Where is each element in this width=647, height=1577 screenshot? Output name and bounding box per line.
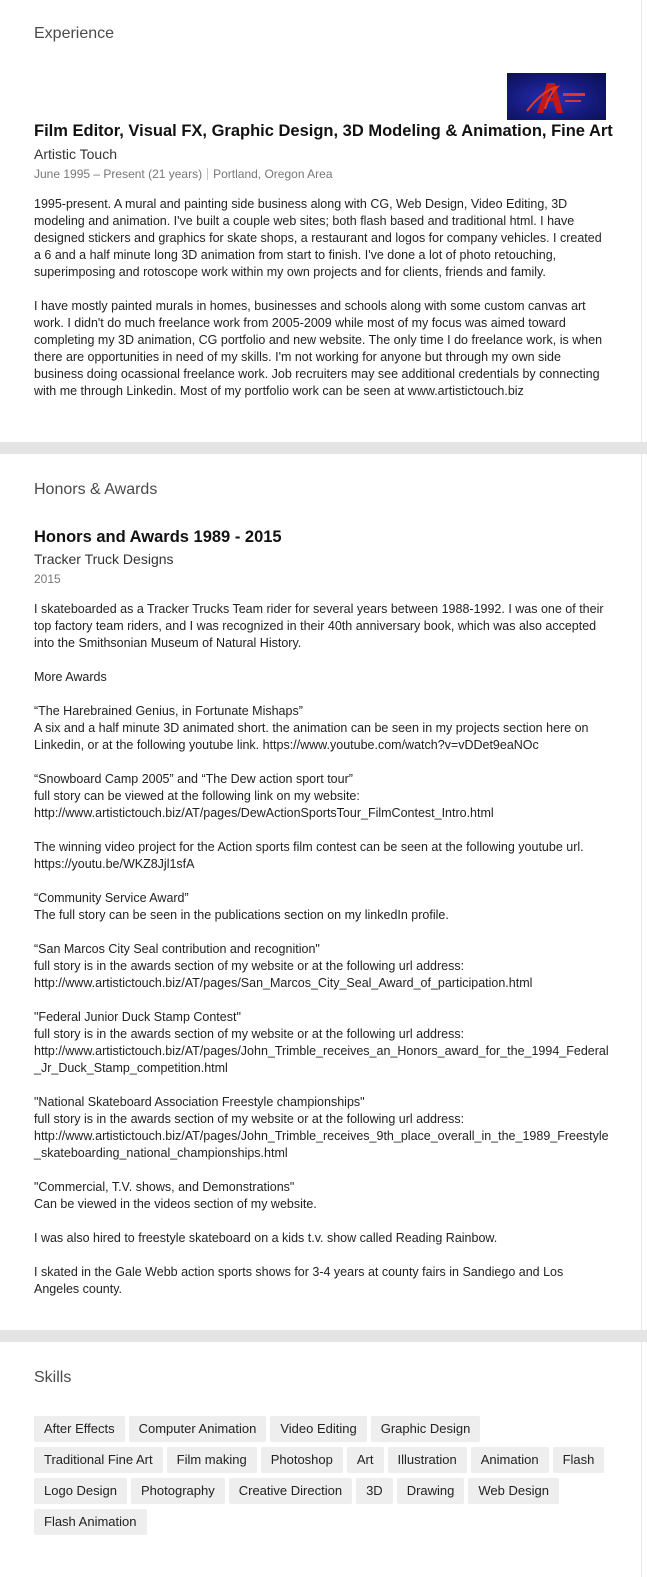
skill-pill[interactable]: Drawing [397,1478,465,1504]
position-title[interactable]: Film Editor, Visual FX, Graphic Design, 3D Modeling & Animation, Fine Art [34,122,613,140]
award-text-block [34,1009,609,1077]
award-text-block [34,703,609,754]
award-text-block [34,941,609,992]
experience-section [0,0,642,442]
award-text-line: "Federal Junior Duck Stamp Contest" [34,1010,241,1024]
section-divider [0,1330,647,1342]
award-text-line: “Snowboard Camp 2005” and “The Dew action sport tour” [34,772,353,786]
honors-heading: Honors & Awards [34,481,158,498]
position-location: Portland, Oregon Area [213,167,333,181]
position-description [34,196,609,417]
award-text-line: Can be viewed in the videos section of my website. [34,1197,317,1211]
skill-pill[interactable]: Traditional Fine Art [34,1447,163,1473]
skill-pill[interactable]: Creative Direction [229,1478,352,1504]
skill-pill[interactable]: Photography [131,1478,225,1504]
award-text-line[interactable]: http://www.artistictouch.biz/AT/pages/San_Marcos_City_Seal_Award_of_participation.html [34,976,533,990]
skill-pill[interactable]: Photoshop [261,1447,343,1473]
artistic-touch-logo[interactable] [507,73,606,120]
position-dates: June 1995 – Present (21 years) [34,167,203,181]
meta-divider [207,168,208,180]
skill-pill[interactable]: Video Editing [270,1416,366,1442]
skill-pill[interactable]: Film making [167,1447,257,1473]
award-text-line[interactable]: The winning video project for the Action sports film contest can be seen at the following youtube url. https://youtu.be/WKZ8Jjl1sfA [34,840,584,871]
award-text-line: full story is in the awards section of my website or at the following url address: [34,1027,465,1041]
award-text-line: I skated in the Gale Webb action sports shows for 3-4 years at county fairs in Sandiego and Los Angeles county. [34,1265,564,1296]
skill-pill[interactable]: Flash [553,1447,605,1473]
award-issuer: Tracker Truck Designs [34,551,174,567]
award-text-block [34,1179,609,1213]
award-text-line[interactable]: http://www.artistictouch.biz/AT/pages/John_Trimble_receives_9th_place_overall_in_the_1989_Freestyle_skateboarding_national_championships.html [34,1129,609,1160]
company-name[interactable]: Artistic Touch [34,146,117,162]
award-text-block [34,1264,609,1298]
award-text-line: “The Harebrained Genius, in Fortunate Mishaps” [34,704,303,718]
description-paragraph: I have mostly painted murals in homes, businesses and schools along with some custom canvas art work. I didn't do much freelance work from 2005-2009 while most of my focus was aimed toward completing my 3D animation, CG portfolio and new website. The only time I do freelance work, is when there are opportunities in need of my skills. I'm not working for anyone but through my own side business doing ocassional freelance work. Job recruiters may see additional credentials by connecting with me through Linkedin. Most of my portfolio work can be seen at www.artistictouch.biz [34,299,603,398]
award-description [34,601,609,1315]
award-text-block [34,1230,609,1247]
award-year: 2015 [34,572,61,586]
honors-section [0,454,642,1330]
award-text-block [34,601,609,652]
award-text-line[interactable]: http://www.artistictouch.biz/AT/pages/John_Trimble_receives_an_Honors_award_for_the_1994_Federal_Jr_Duck_Stamp_competition.html [34,1044,609,1075]
position-meta [34,167,333,181]
skill-pill[interactable]: Logo Design [34,1478,127,1504]
award-text-line: full story is in the awards section of my website or at the following url address: [34,1112,465,1126]
skill-pill[interactable]: After Effects [34,1416,125,1442]
award-text-line: “Community Service Award” [34,891,189,905]
award-text-line: "National Skateboard Association Freestyle championships" [34,1095,365,1109]
skill-pill[interactable]: Graphic Design [371,1416,481,1442]
skills-heading: Skills [34,1369,72,1386]
award-text-line[interactable]: A six and a half minute 3D animated short. the animation can be seen in my projects section here on Linkedin, or at the following youtube link. https://www.youtube.com/watch?v=vDDet9eaNOc [34,721,589,752]
award-title: Honors and Awards 1989 - 2015 [34,528,282,546]
skill-pill[interactable]: Web Design [468,1478,559,1504]
skill-pill[interactable]: Art [347,1447,384,1473]
skill-pill[interactable]: Animation [471,1447,549,1473]
award-text-line: “San Marcos City Seal contribution and recognition" [34,942,320,956]
award-text-block [34,839,609,873]
award-text-line: "Commercial, T.V. shows, and Demonstrations" [34,1180,295,1194]
award-text-line: full story is in the awards section of my website or at the following url address: [34,959,465,973]
award-text-block [34,1094,609,1162]
award-text-line: I was also hired to freestyle skateboard on a kids t.v. show called Reading Rainbow. [34,1231,498,1245]
skill-pill[interactable]: Computer Animation [129,1416,267,1442]
skill-pill[interactable]: 3D [356,1478,393,1504]
skills-list [34,1416,614,1540]
section-divider [0,442,647,454]
award-text-line: full story can be viewed at the following link on my website: [34,789,360,803]
description-paragraph: 1995-present. A mural and painting side business along with CG, Web Design, Video Editing, 3D modeling and animation. I've built a couple web sites; both flash based and traditional html. I have designed stickers and graphics for skate shops, a restaurant and logos for company vehicles. I created a 6 and a half minute long 3D animation from start to finish. I've done a lot of photo retouching, superimposing and rotoscope work within my own projects and for clients, friends and family. [34,197,602,279]
logo-graphic-icon [507,73,606,120]
award-text-block [34,890,609,924]
award-text-line: I skateboarded as a Tracker Trucks Team rider for several years between 1988-1992. I was one of their top factory team riders, and I was recognized in their 40th anniversary book, which was also accepted into the Smithsonian Museum of Natural History. [34,602,604,650]
award-text-line: The full story can be seen in the publications section on my linkedIn profile. [34,908,449,922]
award-text-block [34,669,609,686]
experience-heading: Experience [34,25,115,42]
award-text-line: More Awards [34,670,107,684]
award-text-block [34,771,609,822]
award-text-line[interactable]: http://www.artistictouch.biz/AT/pages/DewActionSportsTour_FilmContest_Intro.html [34,806,494,820]
skill-pill[interactable]: Flash Animation [34,1509,147,1535]
skill-pill[interactable]: Illustration [388,1447,467,1473]
